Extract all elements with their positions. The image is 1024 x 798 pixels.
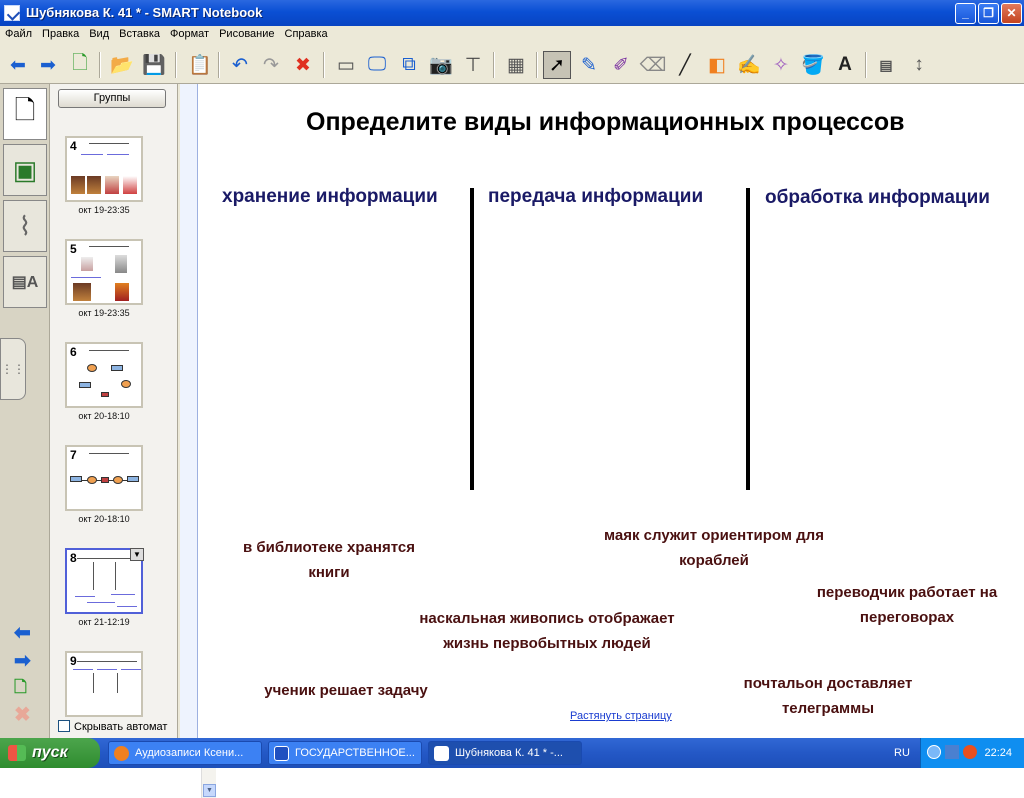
app-icon	[4, 5, 20, 21]
start-label: пуск	[32, 744, 68, 761]
word-icon	[274, 746, 289, 761]
toolbar-separator	[536, 52, 538, 78]
properties-icon: ▤A	[11, 274, 39, 291]
divider-line[interactable]	[470, 188, 474, 490]
clock: 22:24	[984, 747, 1012, 759]
task-firefox[interactable]	[108, 741, 262, 765]
dual-display-icon[interactable]: ⧉	[402, 54, 416, 75]
menu-insert[interactable]: Вставка	[119, 28, 161, 40]
thumbnail-shape	[111, 365, 123, 371]
move-toolbar-icon[interactable]: ↕	[914, 54, 924, 75]
thumbnail-text-line	[75, 596, 95, 597]
thumbnail-text-line	[107, 154, 129, 155]
thumbnail-shape	[79, 382, 91, 388]
phrase-library[interactable]	[236, 535, 422, 585]
column-heading-storage[interactable]: хранение информации	[222, 186, 438, 207]
eraser-icon[interactable]: ⌫	[639, 54, 667, 76]
thumbnail-caption: окт 20-18:10	[78, 514, 130, 524]
thumbnail-number: 7	[70, 448, 77, 462]
page-thumbnail-6[interactable]	[65, 342, 143, 408]
double-chevron-icon: ⋮⋮	[1, 362, 25, 376]
window-title: Шубнякова К. 41 * - SMART Notebook	[26, 5, 263, 20]
thumbnail-image	[115, 255, 127, 273]
windows-logo-icon	[8, 745, 26, 761]
thumbnail-text-line	[121, 669, 141, 670]
shape-recognition-pen-icon[interactable]: ✧	[773, 54, 789, 76]
undo-icon[interactable]: ↶	[232, 54, 248, 76]
properties-tab[interactable]	[3, 256, 47, 308]
thumbnail-number: 4	[70, 139, 77, 153]
next-page-icon[interactable]: ➡	[14, 650, 31, 672]
toolbar-separator	[323, 52, 325, 78]
stretch-page-link[interactable]: Растянуть страницу	[570, 710, 672, 722]
menu-file[interactable]: Файл	[5, 28, 33, 40]
prev-page-icon[interactable]: ⬅	[14, 622, 31, 644]
phrase-library-text: в библиотеке хранятся книги	[243, 539, 415, 581]
maximize-button[interactable]: ❐	[978, 3, 999, 24]
task-label: Шубнякова К. 41 * -...	[455, 747, 563, 759]
menu-help[interactable]: Справка	[284, 28, 328, 40]
phrase-postman-text: почтальон доставляет телеграммы	[743, 675, 913, 717]
auto-hide-label: Скрывать автомат	[74, 721, 168, 733]
taskbar	[0, 738, 1024, 768]
menu-view[interactable]: Вид	[89, 28, 110, 40]
thumbnail-number: 8	[70, 551, 77, 565]
thumbnail-text-line	[73, 669, 93, 670]
add-page-small-icon[interactable]: 🗋	[14, 679, 27, 696]
task-word[interactable]	[268, 741, 422, 765]
delete-page-icon[interactable]: ✖	[14, 704, 31, 726]
phrase-student-text: ученик решает задачу	[264, 682, 428, 699]
thumbnail-text-line	[111, 594, 135, 595]
full-screen-icon[interactable]: 🖵	[367, 54, 387, 75]
phrase-lighthouse[interactable]	[592, 523, 836, 573]
pages-icon: 🗋	[14, 95, 36, 125]
minimize-button[interactable]: _	[955, 3, 976, 24]
shapes-icon[interactable]: ◧	[708, 54, 726, 76]
tray-chevron-icon[interactable]	[927, 745, 941, 759]
thumbnail-title-line	[89, 453, 129, 454]
thumbnail-shape	[101, 392, 109, 397]
thumbnail-divider	[93, 673, 94, 693]
page-heading[interactable]: Определите виды информационных процессов	[306, 108, 905, 136]
fill-icon[interactable]: 🪣	[801, 55, 825, 76]
thumbnail-shape	[113, 476, 123, 484]
thumbnail-text-line	[71, 277, 101, 278]
task-label: Аудиозаписи Ксени...	[135, 747, 244, 759]
creative-pen-icon[interactable]: ✐	[613, 54, 629, 76]
language-indicator[interactable]: RU	[894, 747, 910, 759]
phrase-cave-text: наскальная живопись отображает жизнь первобытных людей	[419, 610, 675, 652]
thumbnail-shape	[101, 477, 109, 483]
title-bar	[0, 0, 1024, 26]
paste-icon[interactable]: 📋	[188, 55, 212, 76]
thumbnail-title-line	[77, 558, 137, 559]
column-heading-transfer[interactable]: передача информации	[488, 186, 704, 207]
task-label: ГОСУДАРСТВЕННОЕ...	[295, 747, 415, 759]
thumbnail-text-line	[97, 669, 117, 670]
forward-arrow-icon[interactable]: ➡	[40, 54, 56, 76]
menu-draw[interactable]: Рисование	[219, 28, 275, 40]
thumbnail-menu-chevron-icon[interactable]: ▼	[130, 548, 144, 561]
smart-notebook-icon	[434, 746, 449, 761]
document-camera-icon[interactable]: ⊤	[464, 54, 482, 76]
page-sorter-tab[interactable]	[3, 88, 47, 140]
text-icon[interactable]: A	[838, 54, 852, 75]
thumbnail-image	[87, 176, 101, 194]
screen-shade-icon[interactable]: ▭	[337, 54, 355, 76]
thumbnail-caption: окт 20-18:10	[78, 411, 130, 421]
thumbnail-image	[123, 176, 137, 194]
side-tabs	[0, 84, 50, 738]
thumbnail-text-line	[87, 602, 115, 603]
line-icon[interactable]: ╱	[679, 54, 691, 76]
gallery-icon: ▣	[12, 154, 38, 185]
scroll-down-icon[interactable]: ▼	[203, 784, 216, 797]
whiteboard-page[interactable]	[198, 84, 1024, 738]
pen-icon[interactable]: ✎	[581, 54, 597, 76]
firefox-icon	[114, 746, 129, 761]
thumbnail-shape	[87, 476, 97, 484]
page-thumbnail-9[interactable]	[65, 651, 143, 717]
thumbnail-image	[71, 176, 85, 194]
thumbnail-title-line	[89, 143, 129, 144]
phrase-lighthouse-text: маяк служит ориентиром для кораблей	[604, 527, 824, 569]
network-icon[interactable]	[945, 745, 959, 759]
table-icon[interactable]: ▦	[507, 54, 525, 76]
save-icon[interactable]: 💾	[142, 55, 166, 76]
page-left-edge	[180, 84, 198, 738]
divider-line[interactable]	[746, 188, 750, 490]
groups-button[interactable]: Группы	[58, 89, 166, 108]
thumbnail-number: 6	[70, 345, 77, 359]
toolbar	[0, 44, 1024, 84]
thumbnail-text-line	[81, 154, 103, 155]
thumbnail-title-line	[89, 246, 129, 247]
thumbnail-shape	[70, 476, 82, 482]
delete-icon[interactable]: ✖	[295, 54, 311, 76]
phrase-postman[interactable]	[734, 671, 922, 721]
thumbnail-divider	[117, 673, 118, 693]
gallery-tab[interactable]	[3, 144, 47, 196]
auto-hide-checkbox[interactable]	[58, 720, 167, 733]
thumbnail-caption: окт 21-12:19	[78, 617, 130, 627]
open-folder-icon[interactable]: 📂	[110, 55, 134, 76]
toolbar-separator	[218, 52, 220, 78]
paperclip-icon: ⌇	[18, 210, 32, 241]
phrase-translator[interactable]	[804, 580, 1010, 630]
toolbar-separator	[493, 52, 495, 78]
close-button[interactable]: ✕	[1001, 3, 1022, 24]
toolbar-separator	[99, 52, 101, 78]
thumbnail-divider	[93, 562, 94, 590]
checkbox-box[interactable]	[58, 720, 70, 732]
column-heading-processing[interactable]: обработка информации	[765, 187, 990, 208]
phrase-cave-painting[interactable]	[412, 606, 682, 656]
thumbnail-text-line	[117, 606, 137, 607]
task-smart-notebook[interactable]	[428, 741, 582, 765]
system-tray	[920, 738, 1024, 768]
phrase-student[interactable]	[256, 678, 436, 703]
thumbnail-shape	[121, 380, 131, 388]
thumbnail-image	[81, 257, 93, 271]
thumbnail-image	[73, 283, 91, 301]
add-page-icon[interactable]: 🗋	[72, 53, 88, 74]
properties-icon[interactable]: ▤	[879, 56, 893, 73]
expand-panel-handle[interactable]	[0, 338, 26, 400]
thumbnail-image	[105, 176, 119, 194]
thumbnail-title-line	[89, 350, 129, 351]
page-thumbnail-4[interactable]	[65, 136, 143, 202]
menu-format[interactable]: Формат	[170, 28, 210, 40]
start-button[interactable]	[0, 738, 100, 768]
thumbnail-number: 5	[70, 242, 77, 256]
screen-capture-icon[interactable]: 📷	[429, 55, 453, 76]
back-arrow-icon[interactable]: ⬅	[10, 54, 26, 76]
antivirus-icon[interactable]	[963, 745, 977, 759]
thumbnail-divider	[115, 562, 116, 590]
thumbnail-caption: окт 19-23:35	[78, 308, 130, 318]
page-thumbnail-7[interactable]	[65, 445, 143, 511]
magic-pen-icon[interactable]: ✍	[737, 55, 761, 76]
redo-icon[interactable]: ↷	[263, 54, 279, 76]
thumbnail-number: 9	[70, 654, 77, 668]
phrase-translator-text: переводчик работает на переговорах	[816, 584, 998, 626]
thumbnail-image	[115, 283, 129, 301]
thumbnail-caption: окт 19-23:35	[78, 205, 130, 215]
page-thumbnail-5[interactable]	[65, 239, 143, 305]
thumbnail-shape	[127, 476, 139, 482]
menu-bar	[0, 26, 1024, 44]
thumbnail-shape	[87, 364, 97, 372]
thumbnail-title-line	[77, 661, 137, 662]
attachments-tab[interactable]	[3, 200, 47, 252]
toolbar-separator	[865, 52, 867, 78]
select-cursor-icon[interactable]: ➚	[543, 51, 571, 79]
menu-edit[interactable]: Правка	[42, 28, 80, 40]
toolbar-separator	[175, 52, 177, 78]
